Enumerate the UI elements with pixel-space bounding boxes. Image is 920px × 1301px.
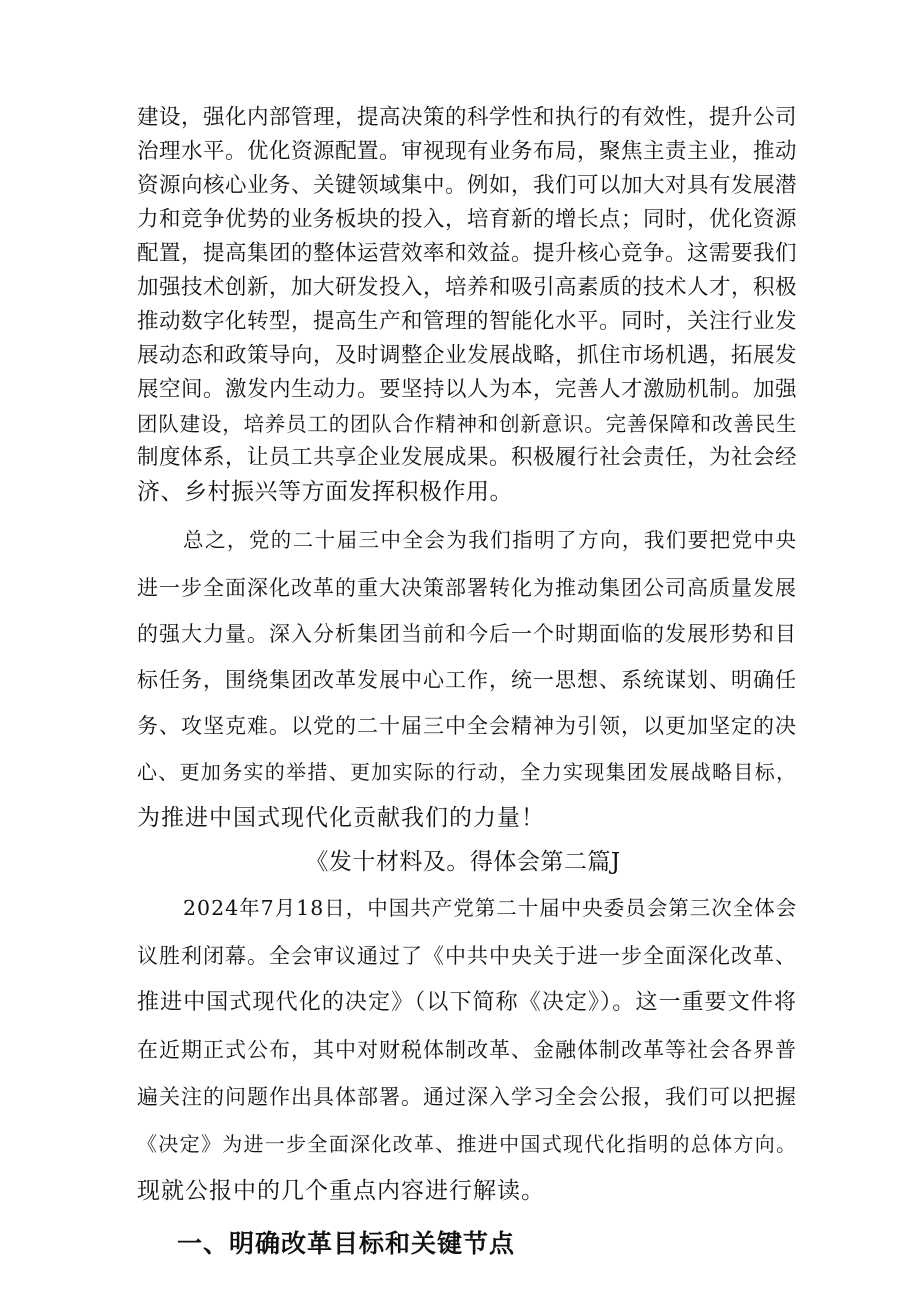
text-line: 务、攻坚克难。以党的二十届三中全会精神为引领，以更加坚定的决 bbox=[137, 714, 797, 738]
text-line: 总之，党的二十届三中全会为我们指明了方向，我们要把党中央 bbox=[183, 528, 797, 552]
text-line: 议胜利闭幕。全会审议通过了《中共中央关于进一步全面深化改革、 bbox=[137, 944, 797, 968]
text-line: 为推进中国式现代化贡献我们的力量！ bbox=[137, 805, 545, 831]
text-line: 《决定》为进一步全面深化改革、推进中国式现代化指明的总体方向。 bbox=[137, 1132, 797, 1156]
text-line: 标任务，围绕集团改革发展中心工作，统一思想、系统谋划、明确任 bbox=[137, 668, 797, 692]
text-line: 现就公报中的几个重点内容进行解读。 bbox=[137, 1178, 545, 1204]
text-line: 建设，强化内部管理，提高决策的科学性和执行的有效性，提升公司 bbox=[137, 105, 798, 130]
text-line: 济、乡村振兴等方面发挥积极作用。 bbox=[137, 479, 513, 505]
text-line: 在近期正式公布，其中对财税体制改革、金融体制改革等社会各界普 bbox=[137, 1038, 797, 1062]
section-heading: 一、明确改革目标和关键节点 bbox=[177, 1229, 516, 1258]
text-line: 心、更加务实的举措、更加实际的行动，全力实现集团发展战略目标， bbox=[137, 760, 797, 784]
text-line: 资源向核心业务、关键领域集中。例如，我们可以加大对具有发展潜 bbox=[137, 173, 798, 198]
text-line: 展动态和政策导向，及时调整企业发展战略，抓住市场机遇，拓展发 bbox=[137, 343, 798, 368]
text-line: 2024年7月18日，中国共产党第二十届中央委员会第三次全体会 bbox=[183, 896, 798, 920]
text-line: 力和竞争优势的业务板块的投入，培育新的增长点；同时，优化资源 bbox=[137, 207, 798, 232]
section-title: 《发十材料及。得体会第二篇J bbox=[305, 849, 621, 875]
text-line: 推动数字化转型，提高生产和管理的智能化水平。同时，关注行业发 bbox=[137, 309, 798, 334]
text-line: 加强技术创新，加大研发投入，培养和吸引高素质的技术人才，积极 bbox=[137, 275, 798, 300]
text-line: 的强大力量。深入分析集团当前和今后一个时期面临的发展形势和目 bbox=[137, 622, 797, 646]
text-line: 遍关注的问题作出具体部署。通过深入学习全会公报，我们可以把握 bbox=[137, 1085, 797, 1109]
text-line: 展空间。激发内生动力。要坚持以人为本，完善人才激励机制。加强 bbox=[137, 377, 798, 402]
text-line: 进一步全面深化改革的重大决策部署转化为推动集团公司高质量发展 bbox=[137, 576, 797, 600]
text-line: 团队建设，培养员工的团队合作精神和创新意识。完善保障和改善民生 bbox=[137, 412, 797, 436]
text-line: 制度体系，让员工共享企业发展成果。积极履行社会责任，为社会经 bbox=[137, 445, 798, 470]
text-line: 推进中国式现代化的决定》（以下简称《决定》）。这一重要文件将 bbox=[137, 990, 797, 1015]
text-line: 配置，提高集团的整体运营效率和效益。提升核心竞争。这需要我们 bbox=[137, 241, 798, 266]
text-line: 治理水平。优化资源配置。审视现有业务布局，聚焦主责主业，推动 bbox=[137, 139, 798, 164]
